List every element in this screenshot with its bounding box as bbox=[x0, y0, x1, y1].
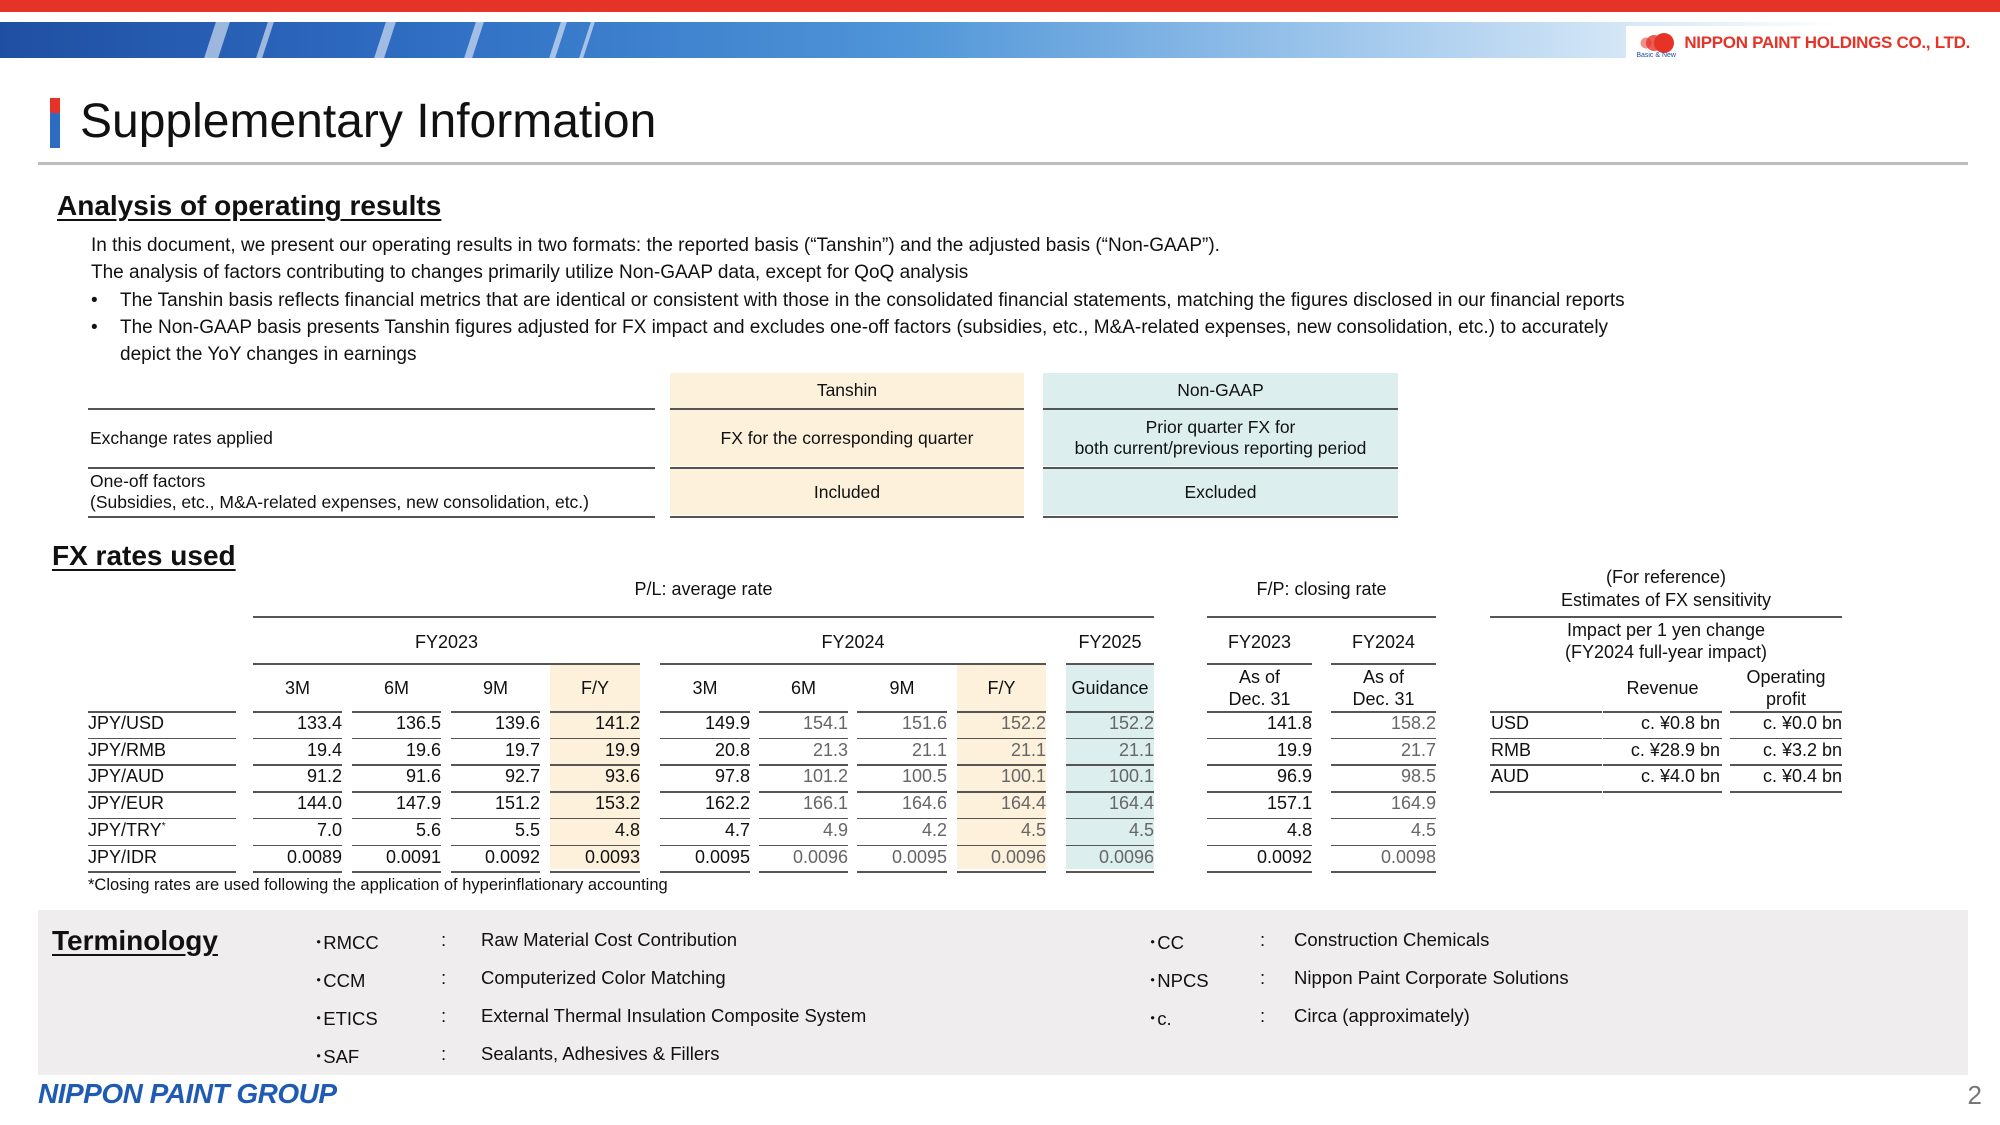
fx-value-cell: 157.1 bbox=[1266, 793, 1312, 814]
fy-group-rule bbox=[1066, 663, 1154, 665]
term-definition: Sealants, Adhesives & Fillers bbox=[481, 1043, 720, 1064]
fx-value-cell: 4.2 bbox=[921, 819, 947, 840]
fx-value-cell: 100.1 bbox=[1108, 766, 1154, 787]
pl-fy2023: FY2023 bbox=[414, 632, 479, 652]
col-header-nongaap: Non-GAAP bbox=[1043, 373, 1398, 408]
sensitivity-rule bbox=[1490, 616, 1842, 618]
sens-currency: AUD bbox=[1491, 766, 1530, 787]
fx-value-cell: 21.3 bbox=[812, 739, 848, 760]
row-rule bbox=[1331, 871, 1436, 873]
row-rule bbox=[857, 871, 947, 873]
fx-heading: FX rates used bbox=[52, 540, 236, 571]
currency-label: JPY/IDR bbox=[88, 846, 158, 867]
fx-value-cell: 0.0096 bbox=[1098, 846, 1154, 867]
term-separator: : bbox=[441, 1043, 447, 1064]
sens-op-profit: c. ¥0.0 bn bbox=[1762, 713, 1842, 733]
row2-tanshin: Included bbox=[670, 469, 1024, 515]
row-rule bbox=[1066, 871, 1154, 873]
fx-value-cell: 0.0093 bbox=[584, 846, 640, 867]
fx-value-cell: 147.9 bbox=[395, 793, 441, 814]
bullet-text-continued: depict the YoY changes in earnings bbox=[120, 344, 417, 365]
term-abbr: ･c. bbox=[1148, 1008, 1172, 1029]
currency-label: JPY/RMB bbox=[88, 739, 167, 760]
fx-value-cell: 20.8 bbox=[714, 739, 750, 760]
fx-value-cell: 7.0 bbox=[316, 819, 342, 840]
fy-group-rule bbox=[1331, 663, 1436, 665]
fx-value-cell: 4.9 bbox=[822, 819, 848, 840]
period-header-rule bbox=[660, 711, 750, 713]
period-header-fy: F/Y bbox=[580, 678, 609, 698]
fx-value-cell: 19.7 bbox=[504, 739, 540, 760]
fx-value-cell: 21.1 bbox=[1118, 739, 1154, 760]
fx-value-cell: 166.1 bbox=[802, 793, 848, 814]
fx-value-cell: 139.6 bbox=[494, 713, 540, 733]
fx-value-cell: 4.5 bbox=[1128, 819, 1154, 840]
op-profit-header bbox=[1730, 666, 1842, 710]
row-rule bbox=[1490, 791, 1602, 793]
period-header-rule bbox=[759, 711, 848, 713]
period-header-rule bbox=[550, 711, 640, 713]
row-rule bbox=[1730, 791, 1842, 793]
fx-value-cell: 0.0092 bbox=[1256, 846, 1312, 867]
period-header-rule bbox=[352, 711, 441, 713]
fx-value-cell: 100.5 bbox=[901, 766, 947, 787]
fx-value-cell: 98.5 bbox=[1400, 766, 1436, 787]
fx-value-cell: 4.7 bbox=[724, 819, 750, 840]
fx-value-cell: 21.1 bbox=[1010, 739, 1046, 760]
asof-line2: Dec. 31 bbox=[1352, 689, 1415, 709]
fx-value-cell: 0.0095 bbox=[891, 846, 947, 867]
sens-revenue: c. ¥28.9 bn bbox=[1630, 739, 1720, 760]
term-definition: Nippon Paint Corporate Solutions bbox=[1294, 967, 1569, 988]
bullet-text: The Non-GAAP basis presents Tanshin figures adjusted for FX impact and excludes one-off factors (subsidies, etc., M&A-related expenses, new consolidation, etc.) to accurately bbox=[120, 317, 1609, 338]
terminology-heading: Terminology bbox=[52, 925, 218, 956]
fx-value-cell: 93.6 bbox=[604, 766, 640, 787]
fx-footnote: *Closing rates are used following the application of hyperinflationary accounting bbox=[88, 876, 668, 894]
page-title: Supplementary Information bbox=[80, 95, 657, 148]
fx-value-cell: 5.5 bbox=[514, 819, 540, 840]
row1-tanshin: FX for the corresponding quarter bbox=[670, 410, 1024, 466]
fx-value-cell: 151.6 bbox=[901, 713, 947, 733]
fx-value-cell: 91.2 bbox=[306, 766, 342, 787]
row-rule bbox=[1603, 791, 1722, 793]
fx-value-cell: 96.9 bbox=[1276, 766, 1312, 787]
fx-value-cell: 101.2 bbox=[802, 766, 848, 787]
fp-fy2023: FY2023 bbox=[1227, 632, 1292, 652]
period-header-fy: F/Y bbox=[987, 678, 1016, 698]
period-header-6m: 6M bbox=[790, 678, 816, 698]
fx-value-cell: 4.8 bbox=[1286, 819, 1312, 840]
period-header-rule bbox=[1066, 711, 1154, 713]
row1-nongaap bbox=[1043, 410, 1398, 466]
analysis-bullet-2 bbox=[91, 314, 1891, 368]
term-separator: : bbox=[441, 1005, 447, 1026]
fx-value-cell: 133.4 bbox=[296, 713, 342, 733]
period-header-rule bbox=[957, 711, 1046, 713]
analysis-bullet-1 bbox=[91, 287, 1891, 314]
sensitivity-ref: (For reference) bbox=[1605, 567, 1727, 587]
fx-value-cell: 19.6 bbox=[405, 739, 441, 760]
bullet-text: The Tanshin basis reflects financial metrics that are identical or consistent with those in the consolidated financial statements, matching the figures disclosed in our financial reports bbox=[120, 290, 1625, 311]
fx-value-cell: 158.2 bbox=[1390, 713, 1436, 733]
fx-value-cell: 141.8 bbox=[1266, 713, 1312, 733]
fx-value-cell: 152.2 bbox=[1108, 713, 1154, 733]
op-profit-line1: Operating bbox=[1746, 667, 1826, 687]
term-abbr: ･CCM bbox=[314, 970, 366, 991]
fx-value-cell: 164.4 bbox=[1000, 793, 1046, 814]
group-logo: NIPPON PAINT GROUP bbox=[38, 1078, 337, 1109]
fx-value-cell: 21.7 bbox=[1400, 739, 1436, 760]
term-abbr: ･CC bbox=[1148, 932, 1184, 953]
row-rule bbox=[451, 871, 540, 873]
fx-value-cell: 0.0089 bbox=[286, 846, 342, 867]
row-rule bbox=[759, 871, 848, 873]
footnote-mark: * bbox=[161, 820, 166, 832]
fx-value-cell: 0.0092 bbox=[484, 846, 540, 867]
term-definition: Construction Chemicals bbox=[1294, 929, 1490, 950]
fx-value-cell: 21.1 bbox=[911, 739, 947, 760]
fx-value-cell: 19.9 bbox=[1276, 739, 1312, 760]
impact-label: Impact per 1 yen change bbox=[1566, 620, 1766, 640]
row-rule bbox=[660, 871, 750, 873]
term-definition: Circa (approximately) bbox=[1294, 1005, 1470, 1026]
period-header-6m: 6M bbox=[383, 678, 409, 698]
period-header-3m: 3M bbox=[284, 678, 310, 698]
term-abbr: ･NPCS bbox=[1148, 970, 1209, 991]
asof-line2: Dec. 31 bbox=[1228, 689, 1291, 709]
revenue-header: Revenue bbox=[1626, 678, 1699, 698]
period-header-rule bbox=[451, 711, 540, 713]
pl-fy2024: FY2024 bbox=[821, 632, 885, 652]
fx-value-cell: 0.0096 bbox=[792, 846, 848, 867]
fx-value-cell: 149.9 bbox=[704, 713, 750, 733]
asof-line1: As of bbox=[1238, 667, 1281, 687]
fx-value-cell: 4.5 bbox=[1410, 819, 1436, 840]
fx-value-cell: 4.8 bbox=[614, 819, 640, 840]
fx-value-cell: 5.6 bbox=[415, 819, 441, 840]
asof-line1: As of bbox=[1362, 667, 1405, 687]
pl-header: P/L: average rate bbox=[634, 579, 773, 599]
row-rule bbox=[88, 871, 236, 873]
title-accent-bar bbox=[50, 98, 60, 148]
row-label-one-off bbox=[90, 469, 650, 515]
sens-revenue: c. ¥4.0 bn bbox=[1640, 766, 1720, 787]
bullet-marker: • bbox=[91, 317, 98, 338]
fx-value-cell: 0.0091 bbox=[385, 846, 441, 867]
row-rule bbox=[550, 871, 640, 873]
term-separator: : bbox=[441, 967, 447, 988]
fx-value-cell: 154.1 bbox=[802, 713, 848, 733]
fx-value-cell: 97.8 bbox=[714, 766, 750, 787]
period-header-rule bbox=[857, 711, 947, 713]
fx-value-cell: 141.2 bbox=[594, 713, 640, 733]
row-rule bbox=[957, 871, 1046, 873]
fx-value-cell: 19.4 bbox=[306, 739, 342, 760]
period-header-rule bbox=[1331, 711, 1436, 713]
currency-header-rule bbox=[88, 711, 236, 713]
currency-label: JPY/EUR bbox=[88, 793, 165, 814]
fy-group-rule bbox=[253, 663, 640, 665]
term-abbr: ･RMCC bbox=[314, 932, 379, 953]
bullet-marker: • bbox=[91, 290, 98, 311]
term-separator: : bbox=[1260, 1005, 1266, 1026]
op-profit-line2: profit bbox=[1765, 689, 1807, 709]
fx-value-cell: 164.9 bbox=[1390, 793, 1436, 814]
company-name: NIPPON PAINT HOLDINGS CO., LTD. bbox=[1684, 33, 1970, 52]
sens-op-profit: c. ¥3.2 bn bbox=[1762, 739, 1842, 760]
pl-fy2025: FY2025 bbox=[1078, 632, 1142, 652]
row-rule bbox=[253, 871, 342, 873]
fx-value-cell: 164.6 bbox=[901, 793, 947, 814]
fp-fy2024: FY2024 bbox=[1351, 632, 1416, 652]
analysis-heading: Analysis of operating results bbox=[57, 190, 442, 221]
sensitivity-title: Estimates of FX sensitivity bbox=[1560, 590, 1772, 610]
sens-op-profit: c. ¥0.4 bn bbox=[1762, 766, 1842, 787]
row-rule bbox=[352, 871, 441, 873]
analysis-line-1: In this document, we present our operating results in two formats: the reported basis (“Tanshin”) and the adjusted basis (“Non-GAAP”). bbox=[91, 235, 1220, 256]
fx-value-cell: 0.0096 bbox=[990, 846, 1046, 867]
term-definition: Computerized Color Matching bbox=[481, 967, 726, 988]
row2-label-line2: (Subsidies, etc., M&A-related expenses, new consolidation, etc.) bbox=[90, 492, 589, 512]
term-abbr: ･ETICS bbox=[314, 1008, 378, 1029]
fx-value-cell: 92.7 bbox=[504, 766, 540, 787]
sens-currency: USD bbox=[1491, 713, 1530, 733]
analysis-line-2: The analysis of factors contributing to changes primarily utilize Non-GAAP data, except for QoQ analysis bbox=[91, 262, 969, 283]
row2-nongaap: Excluded bbox=[1043, 469, 1398, 515]
fx-value-cell: 0.0095 bbox=[694, 846, 750, 867]
period-header-9m: 9M bbox=[889, 678, 915, 698]
asof-header bbox=[1331, 666, 1436, 710]
fx-value-cell: 136.5 bbox=[395, 713, 441, 733]
term-separator: : bbox=[1260, 967, 1266, 988]
row-rule bbox=[1207, 871, 1312, 873]
company-tagline: Basic & New bbox=[1636, 52, 1676, 59]
fx-value-cell: 4.5 bbox=[1020, 819, 1046, 840]
pl-header-rule bbox=[253, 616, 1154, 618]
row-label-exchange-rates: Exchange rates applied bbox=[90, 427, 273, 448]
term-definition: External Thermal Insulation Composite System bbox=[481, 1005, 867, 1026]
term-separator: : bbox=[441, 929, 447, 950]
page-number: 2 bbox=[1967, 1080, 1982, 1110]
fp-header: F/P: closing rate bbox=[1256, 579, 1387, 599]
col-header-tanshin: Tanshin bbox=[670, 373, 1024, 408]
row2-label-line1: One-off factors bbox=[90, 471, 206, 491]
fx-value-cell: 151.2 bbox=[494, 793, 540, 814]
fy-group-rule bbox=[660, 663, 1046, 665]
currency-label: JPY/AUD bbox=[88, 766, 165, 787]
fx-value-cell: 164.4 bbox=[1108, 793, 1154, 814]
fx-value-cell: 91.6 bbox=[405, 766, 441, 787]
row1-nongaap-line2: both current/previous reporting period bbox=[1074, 438, 1367, 458]
fx-value-cell: 153.2 bbox=[594, 793, 640, 814]
term-separator: : bbox=[1260, 929, 1266, 950]
term-definition: Raw Material Cost Contribution bbox=[481, 929, 738, 950]
row1-nongaap-line1: Prior quarter FX for bbox=[1145, 417, 1296, 437]
period-header-rule bbox=[1207, 711, 1312, 713]
impact-period: (FY2024 full-year impact) bbox=[1564, 642, 1768, 662]
fx-value-cell: 152.2 bbox=[1000, 713, 1046, 733]
period-header-9m: 9M bbox=[482, 678, 508, 698]
currency-label: JPY/TRY* bbox=[88, 819, 166, 840]
sens-revenue: c. ¥0.8 bn bbox=[1640, 713, 1720, 733]
guidance-header: Guidance bbox=[1071, 678, 1149, 698]
term-abbr: ･SAF bbox=[314, 1046, 360, 1067]
fx-value-cell: 19.9 bbox=[604, 739, 640, 760]
period-header-3m: 3M bbox=[692, 678, 718, 698]
company-logo bbox=[1626, 26, 1970, 60]
period-header-rule bbox=[253, 711, 342, 713]
fx-value-cell: 100.1 bbox=[1000, 766, 1046, 787]
fp-header-rule bbox=[1207, 616, 1436, 618]
top-red-band bbox=[0, 0, 2000, 12]
title-divider bbox=[38, 162, 1968, 165]
sens-currency: RMB bbox=[1491, 739, 1531, 760]
currency-label: JPY/USD bbox=[88, 713, 165, 733]
fx-value-cell: 0.0098 bbox=[1380, 846, 1436, 867]
fy-group-rule bbox=[1207, 663, 1312, 665]
fx-value-cell: 162.2 bbox=[704, 793, 750, 814]
fx-value-cell: 144.0 bbox=[296, 793, 342, 814]
asof-header bbox=[1207, 666, 1312, 710]
